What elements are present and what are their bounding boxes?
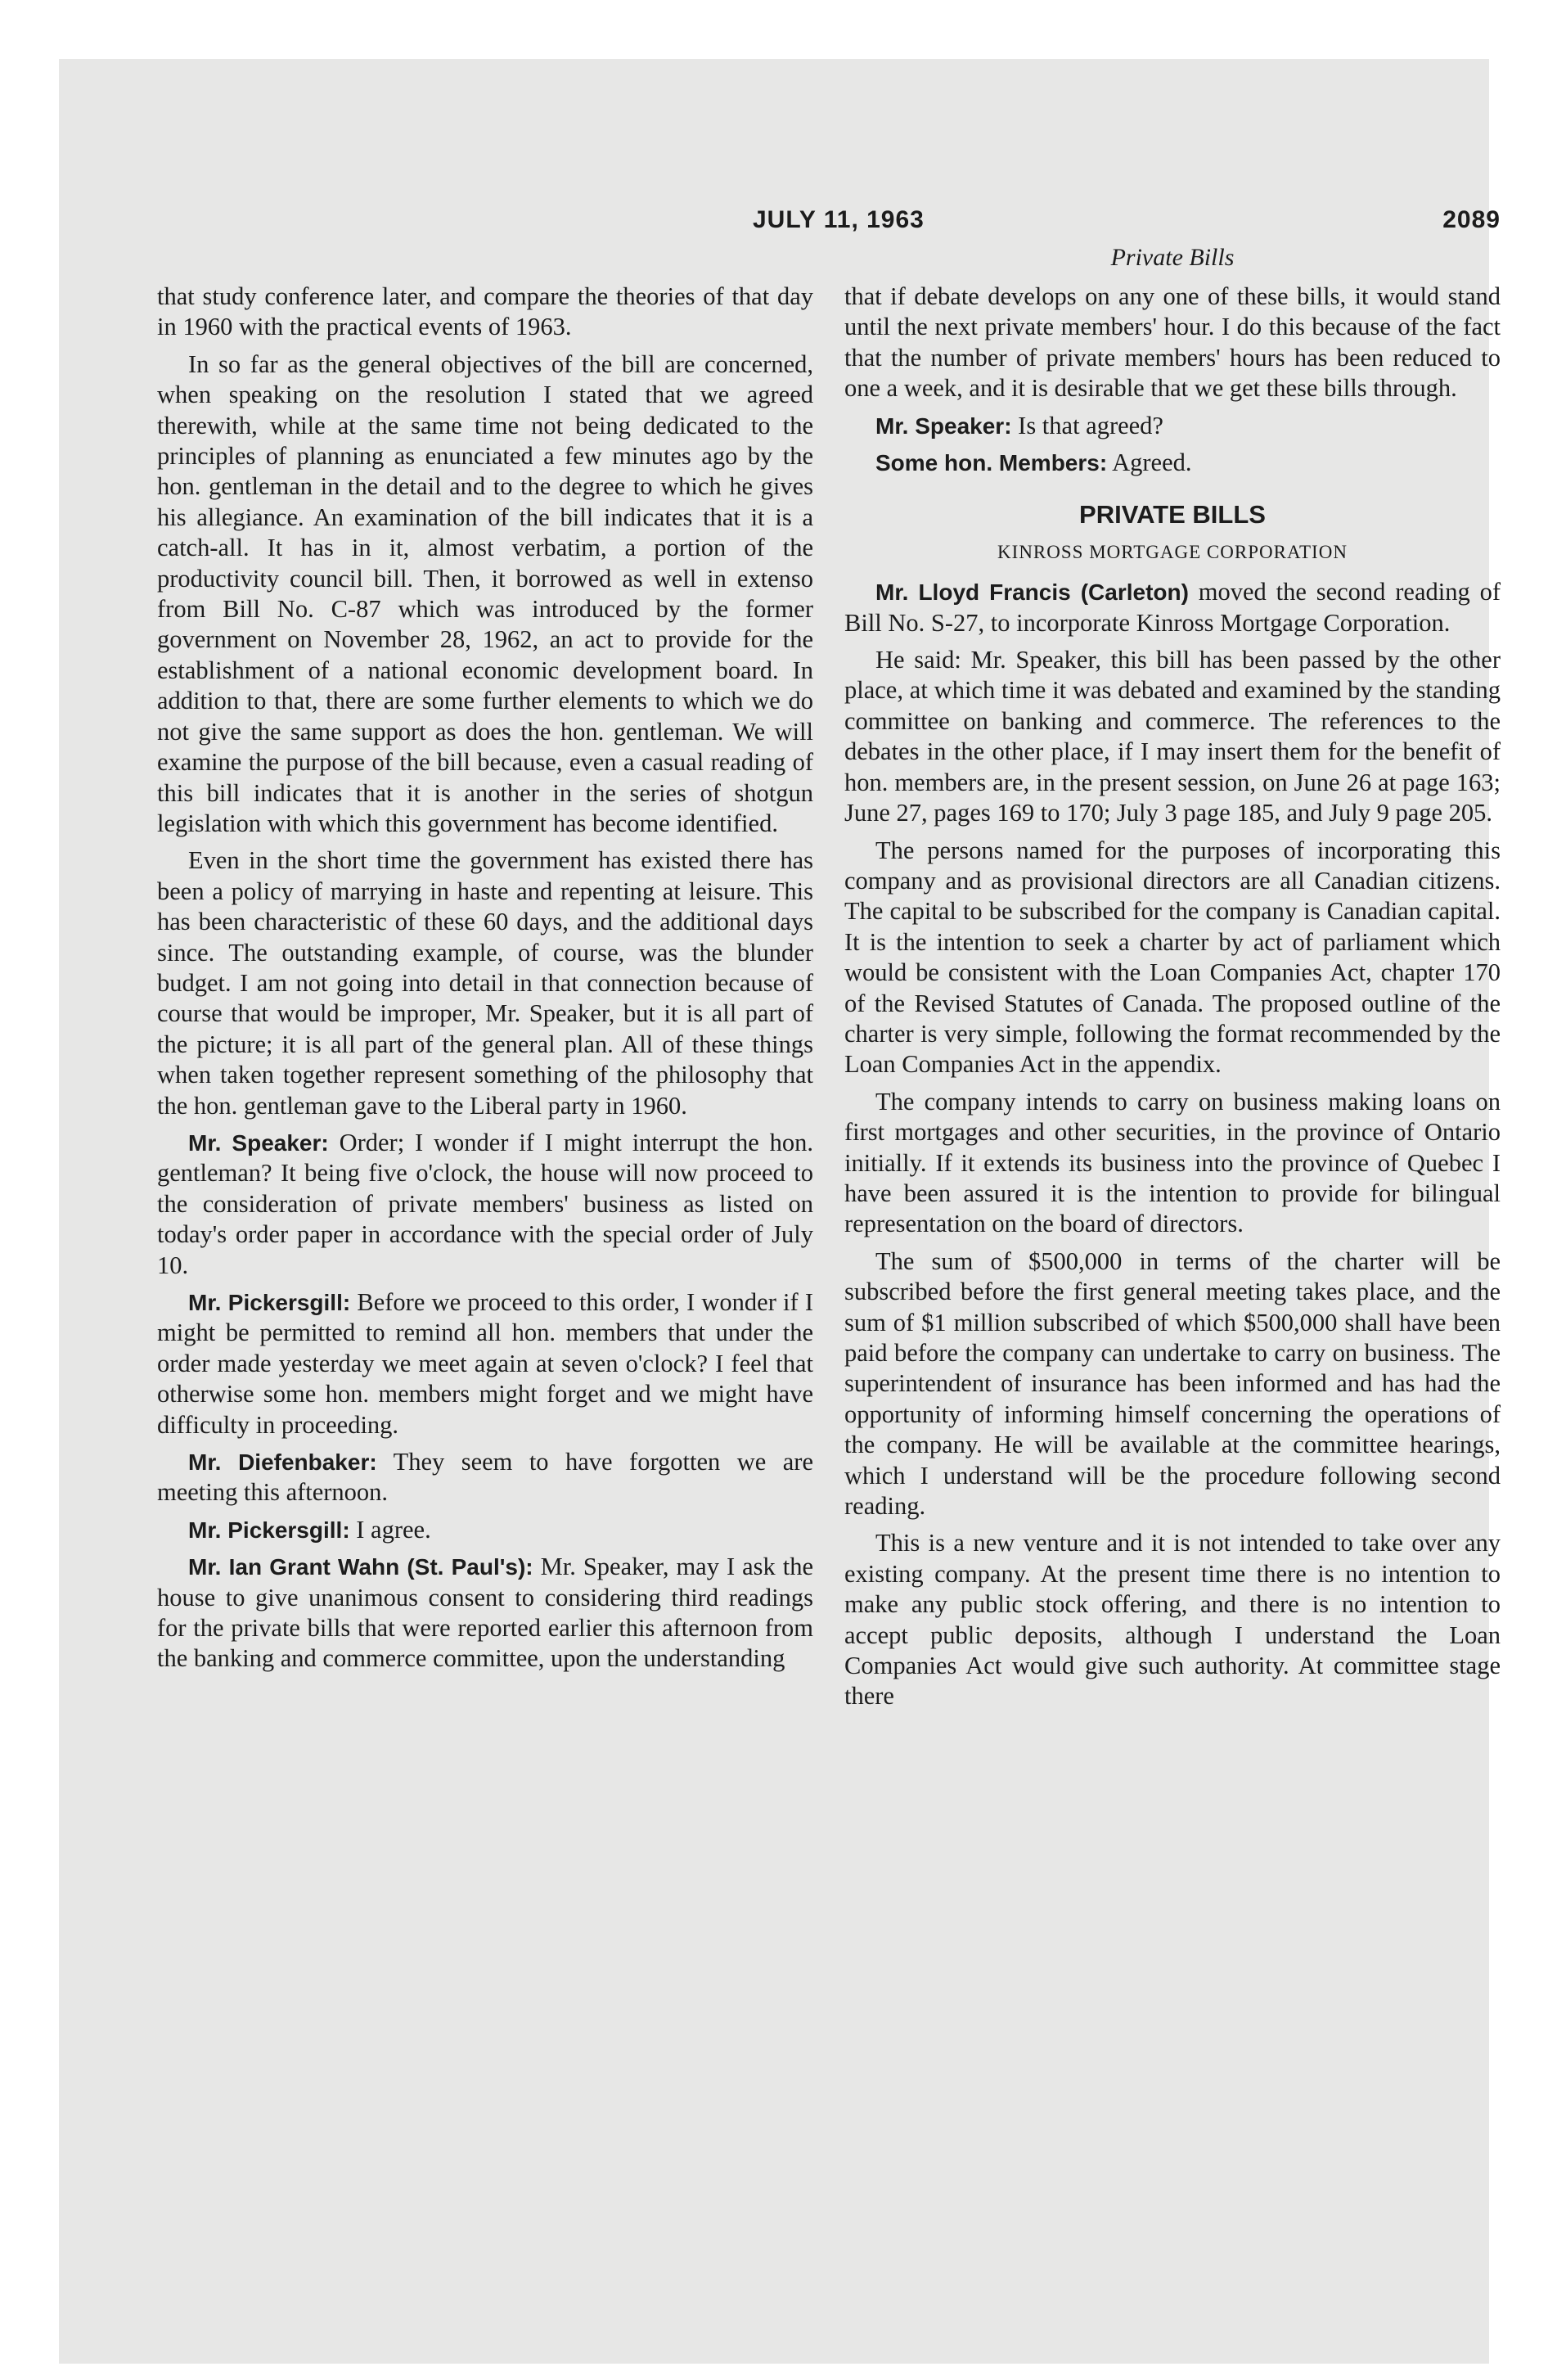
paragraph-text: Is that agreed? (1018, 411, 1163, 439)
paragraph (157, 1447, 813, 1508)
hansard-page (157, 206, 1501, 2301)
paragraph (157, 1287, 813, 1440)
section-heading: PRIVATE BILLS (1079, 500, 1266, 530)
header-date: JULY 11, 1963 (753, 206, 925, 233)
paragraph (844, 1528, 1501, 1711)
speaker-name: Mr. Pickersgill: (188, 1517, 350, 1543)
paragraph (844, 282, 1501, 404)
running-header (157, 206, 1501, 239)
paragraph (844, 645, 1501, 828)
paragraph-text: The persons named for the purposes of incorporating this company and as provisional directors are all Canadian citizens. The capital to be subscribed for the company is Canadian capital. It is the intention to seek a charter by act of parliament which would be consistent with the Loan Companies Act, chapter 170 of the Revised Statutes of Canada. The proposed outline of the charter is very simple, following the format recommended by the Loan Companies Act in the appendix. (844, 836, 1501, 1079)
paragraph-text: Mr. Speaker, may I ask the house to give unanimous consent to considering third readings for the private bills that were reported earlier this afternoon from the banking and commerce committee, upon the understanding (157, 1553, 814, 1673)
paragraph-text: moved the second reading of Bill No. S-27, to incorporate Kinross Mortgage Corporation. (844, 578, 1501, 637)
subsection-heading: KINROSS MORTGAGE CORPORATION (997, 541, 1348, 562)
paragraph (844, 836, 1501, 1080)
paragraph (157, 1128, 813, 1281)
paragraph-text: In so far as the general objectives of the bill are concerned, when speaking on the resolution I stated that we agreed therewith, while at the same time not being dedicated to the principles of planning as enunciated a few minutes ago by the hon. gentleman in the detail and to the degree to which he gives his allegiance. An examination of the bill indicates that it is a catch-all. It has in it, almost verbatim, a portion of the productivity council bill. Then, it borrowed as well in extenso from Bill No. C-87 which was introduced by the former government on November 28, 1962, an act to provide for the establishment of a national economic development board. In addition to that, there are some further elements to which we do not give the same support as does the hon. gentleman. We will examine the purpose of the bill because, even a casual reading of this bill indicates that it is another in the series of shotgun legislation with which this government has become identified. (157, 349, 813, 837)
paragraph (844, 577, 1501, 638)
speaker-name: Mr. Ian Grant Wahn (St. Paul's): (188, 1554, 533, 1580)
paragraph (844, 1246, 1501, 1522)
paragraph-text: Agreed. (1112, 449, 1192, 477)
paragraph-text: The sum of $500,000 in terms of the charter will be subscribed before the first general meeting takes place, and the sum of $1 million subscribed of which $500,000 shall have been paid before the company can undertake to carry on business. The superintendent of insurance has been informed and has had the opportunity of informing himself concerning the operations of the company. He will be available at the committee hearings, which I understand will be the procedure following second reading. (844, 1246, 1501, 1521)
left-column (157, 282, 813, 1681)
paragraph (844, 1087, 1501, 1240)
paragraph (157, 1552, 813, 1675)
speaker-name: Some hon. Members: (875, 450, 1108, 476)
paragraph (157, 845, 813, 1121)
paragraph (157, 349, 813, 840)
paragraph-text: that if debate develops on any one of these bills, it would stand until the next private members' hour. I do this because of the fact that the number of private members' hours has been reduced to one a week, and it is desirable that we get these bills through. (844, 282, 1501, 403)
paragraph-text: The company intends to carry on business making loans on first mortgages and other securities, in the province of Ontario initially. If it extends its business into the province of Quebec I have been assured it is the intention to provide for bilingual representation on the board of directors. (844, 1087, 1501, 1238)
speaker-name: Mr. Diefenbaker: (188, 1449, 377, 1476)
right-column (844, 282, 1501, 1719)
paragraph-text: This is a new venture and it is not intended to take over any existing company. At the present time there is no intention to make any public stock offering, and there is no intention to accept public deposits, although I understand the Loan Companies Act would give such authority. At committee stage there (844, 1529, 1501, 1711)
paragraph (157, 1515, 813, 1545)
speaker-name: Mr. Lloyd Francis (Carleton) (875, 579, 1189, 606)
paragraph-text: He said: Mr. Speaker, this bill has been passed by the other place, at which time it was debated and examined by the standing committee on banking and commerce. The references to the debates in the other place, if I may insert them for the benefit of hon. members are, in the present session, on June 26 at page 163; June 27, pages 169 to 170; July 3 page 185, and July 9 page 205. (844, 646, 1501, 827)
paragraph (844, 411, 1501, 441)
section-running-head: Private Bills (1110, 244, 1235, 271)
page-number: 2089 (1442, 206, 1501, 233)
paragraph (157, 282, 813, 343)
paragraph-text: Order; I wonder if I might interrupt the hon. gentleman? It being five o'clock, the house will now proceed to the consideration of private members' business as listed on today's order paper in accordance with the special order of July 10. (157, 1128, 813, 1279)
speaker-name: Mr. Speaker: (188, 1129, 329, 1156)
scanned-page-background (59, 59, 1501, 2364)
paragraph-text: Before we proceed to this order, I wonder if I might be permitted to remind all hon. members that under the order made yesterday we meet again at seven o'clock? I feel that otherwise some hon. members might forget and we might have difficulty in proceeding. (157, 1288, 814, 1439)
paragraph-text: I agree. (356, 1515, 431, 1544)
paragraph-text: They seem to have forgotten we are meeting this afternoon. (157, 1448, 813, 1507)
paragraph (844, 448, 1501, 478)
paragraph-text: Even in the short time the government has existed there has been a policy of marrying in haste and repenting at leisure. This has been characteristic of these 60 days, and the additional days since. The outstanding example, of course, was the blunder budget. I am not going into detail in that connection because of course that would be improper, Mr. Speaker, but it is all part of the picture; it is all part of the general plan. All of these things when taken together represent something of the philosophy that the hon. gentleman gave to the Liberal party in 1960. (157, 846, 813, 1120)
speaker-name: Mr. Pickersgill: (188, 1290, 351, 1315)
speaker-name: Mr. Speaker: (875, 412, 1012, 439)
paragraph-text: that study conference later, and compare the theories of that day in 1960 with the practical events of 1963. (157, 282, 813, 341)
